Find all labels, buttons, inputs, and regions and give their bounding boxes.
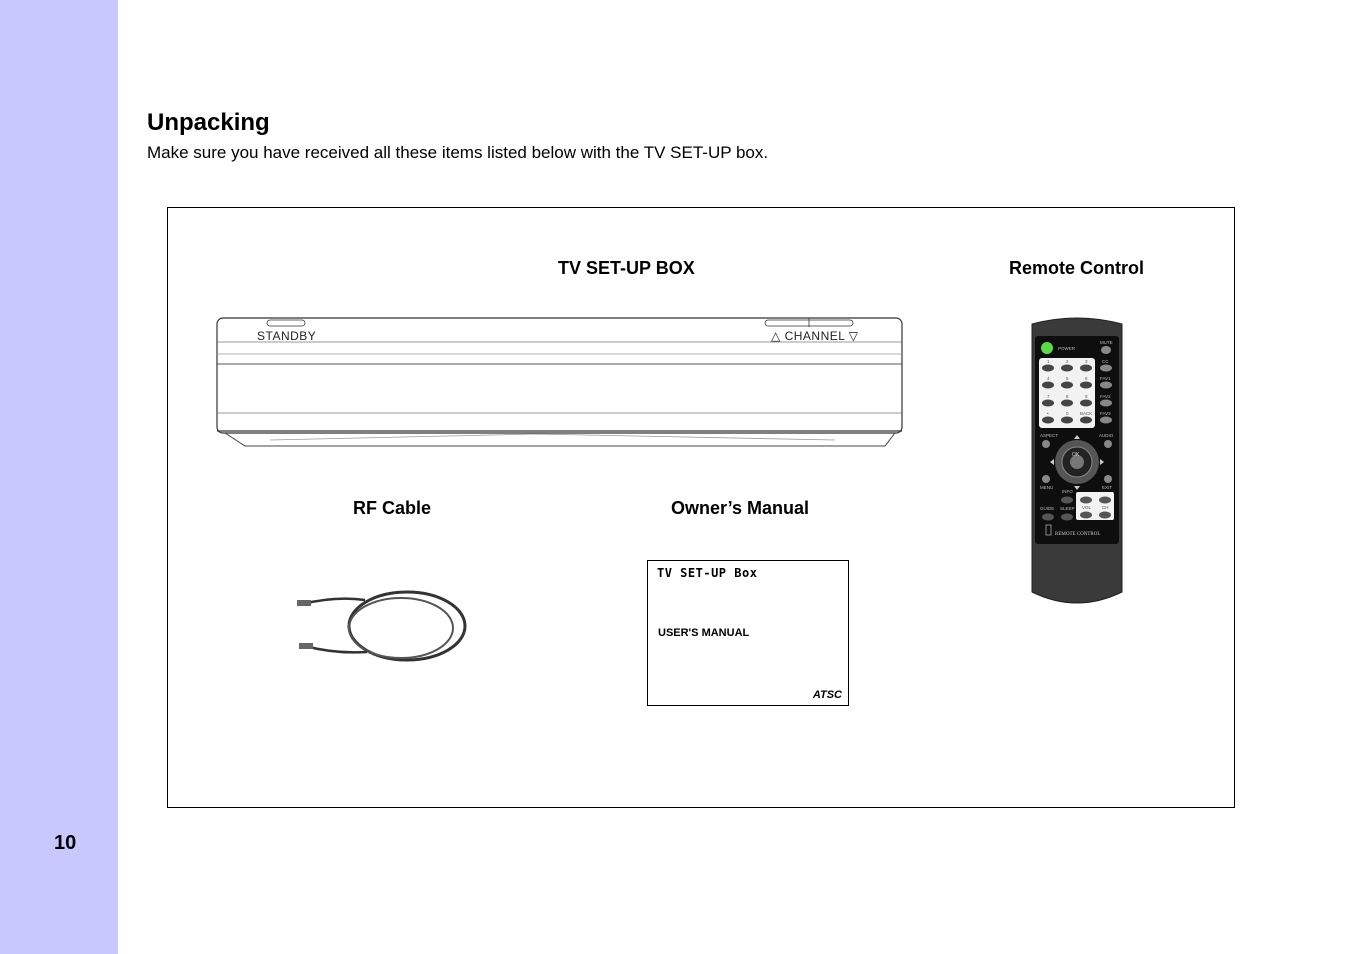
- key-6-text: 6: [1085, 376, 1088, 381]
- fav1-text: FAV1: [1100, 376, 1111, 381]
- key-2-text: 2: [1066, 359, 1069, 364]
- info-text: INFO: [1062, 489, 1073, 494]
- audio-text: AUDIO: [1099, 433, 1114, 438]
- key-3-text: 3: [1085, 359, 1088, 364]
- guide-text: GUIDE: [1040, 506, 1055, 511]
- channel-text: △ CHANNEL ▽: [771, 329, 859, 343]
- key-4-text: 4: [1047, 376, 1050, 381]
- key-1-text: 1: [1047, 359, 1050, 364]
- back-text: BACK: [1080, 411, 1093, 416]
- exit-text: EXIT: [1102, 485, 1113, 490]
- set-up-box-illustration: [215, 314, 905, 450]
- sleep-text: SLEEP: [1060, 506, 1075, 511]
- fav3-text: FAV3: [1100, 411, 1111, 416]
- key-dot-text: •: [1047, 411, 1049, 416]
- fav2-text: FAV2: [1100, 394, 1111, 399]
- manual-cover-subtitle: USER'S MANUAL: [658, 627, 750, 639]
- cc-text: CC: [1102, 359, 1109, 364]
- intro-text: Make sure you have received all these items listed below with the TV SET-UP box.: [147, 143, 769, 162]
- page-title: Unpacking: [147, 109, 270, 136]
- aspect-text: ASPECT: [1040, 433, 1059, 438]
- key-0-text: 0: [1066, 411, 1069, 416]
- page-sidebar: [0, 0, 118, 954]
- key-9-text: 9: [1085, 394, 1088, 399]
- standby-text: STANDBY: [257, 329, 317, 343]
- manual-cover-title: TV SET-UP Box: [657, 566, 758, 580]
- remote-control-illustration: [1028, 314, 1126, 606]
- power-text: POWER: [1058, 346, 1076, 351]
- connector-icon: [299, 643, 313, 649]
- ch-text: CH: [1102, 505, 1109, 510]
- rf-cable-label: RF Cable: [353, 498, 432, 518]
- key-8-text: 8: [1066, 394, 1069, 399]
- ok-text: OK: [1072, 452, 1080, 458]
- mute-text: MUTE: [1100, 340, 1113, 345]
- key-7-text: 7: [1047, 394, 1050, 399]
- key-5-text: 5: [1066, 376, 1069, 381]
- remote-brand-text: REMOTE CONTROL: [1055, 532, 1101, 537]
- owners-manual-cover: [647, 560, 849, 706]
- set-up-box-label: TV SET-UP BOX: [558, 258, 695, 278]
- manual-cover-logo: ATSC: [812, 689, 842, 701]
- connector-icon: [297, 600, 311, 606]
- vol-text: VOL: [1082, 505, 1092, 510]
- rf-cable-illustration: [295, 582, 475, 672]
- owners-manual-label: Owner’s Manual: [671, 498, 810, 518]
- page-number: 10: [54, 832, 77, 854]
- menu-text: MENU: [1040, 485, 1054, 490]
- power-button-icon: [1041, 342, 1053, 354]
- remote-control-label: Remote Control: [1009, 258, 1144, 278]
